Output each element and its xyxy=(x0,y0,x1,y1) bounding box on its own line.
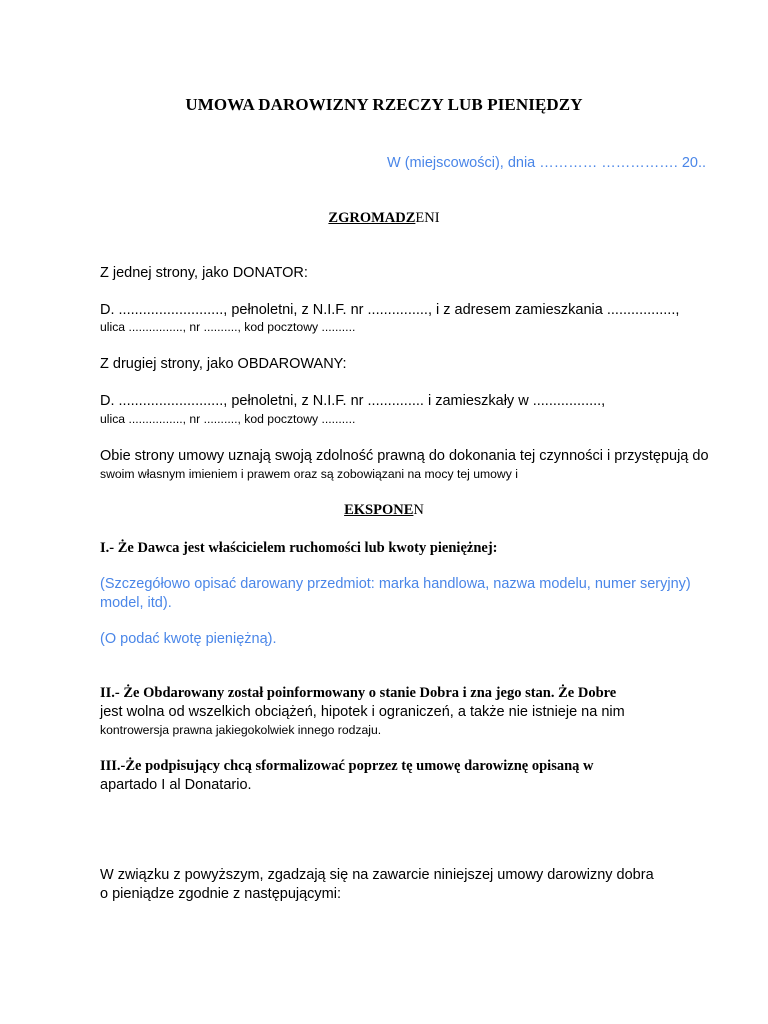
closing-line-2: o pieniądze zgodnie z następującymi: xyxy=(100,886,342,902)
heading-zgromadzeni xyxy=(0,210,768,227)
heading-eksponen-rest: N xyxy=(413,502,424,518)
donee-line: D. .........................., pełnoletni, z N.I.F. nr .............. i zamieszkały w ................., xyxy=(100,393,606,409)
heading-zgromadzeni-rest: ENI xyxy=(415,210,440,226)
heading-eksponen xyxy=(0,502,768,519)
capacity-line-1: Obie strony umowy uznają swoją zdolność prawną do dokonania tej czynności i przystępują do xyxy=(100,448,709,464)
clause-2-line-3: kontrowersja prawna jakiegokolwiek innego rodzaju. xyxy=(100,723,382,737)
donor-intro: Z jednej strony, jako DONATOR: xyxy=(100,265,308,281)
clause-3-line-2: apartado I al Donatario. xyxy=(100,777,252,793)
closing-line-1: W związku z powyższym, zgadzają się na zawarcie niniejszej umowy darowizny dobra xyxy=(100,867,654,883)
clause-1-hint-1-line-1: (Szczegółowo opisać darowany przedmiot: marka handlowa, nazwa modelu, numer seryjny) xyxy=(100,576,691,592)
donee-address: ulica ................, nr .........., kod pocztowy .......... xyxy=(100,412,356,426)
capacity-line-2: swoim własnym imieniem i prawem oraz są zobowiązani na mocy tej umowy i xyxy=(100,467,518,481)
clause-2-title: II.- Że Obdarowany został poinformowany o stanie Dobra i zna jego stan. Że Dobre xyxy=(100,685,617,701)
clause-1-hint-1-line-2: model, itd). xyxy=(100,595,172,611)
document-title: UMOWA DAROWIZNY RZECZY LUB PIENIĘDZY xyxy=(185,95,583,114)
clause-1-title: I.- Że Dawca jest właścicielem ruchomości lub kwoty pieniężnej: xyxy=(100,540,498,556)
clause-1-hint-2: (O podać kwotę pieniężną). xyxy=(100,631,277,647)
donor-address: ulica ................, nr .........., kod pocztowy .......... xyxy=(100,320,356,334)
donor-line: D. .........................., pełnoletni, z N.I.F. nr ..............., i z adresem zamieszkania ................., xyxy=(100,302,680,318)
place-date-line: W (miejscowości), dnia ………… ……………. 20.. xyxy=(387,155,707,171)
donee-intro: Z drugiej strony, jako OBDAROWANY: xyxy=(100,356,347,372)
heading-zgromadzeni-underlined: ZGROMADZ xyxy=(328,210,416,226)
clause-2-line-2: jest wolna od wszelkich obciążeń, hipotek i ograniczeń, a także nie istnieje na nim xyxy=(100,704,625,720)
heading-eksponen-underlined: EKSPONE xyxy=(344,502,414,518)
clause-3-title: III.-Że podpisujący chcą sformalizować poprzez tę umowę darowiznę opisaną w xyxy=(100,758,594,774)
